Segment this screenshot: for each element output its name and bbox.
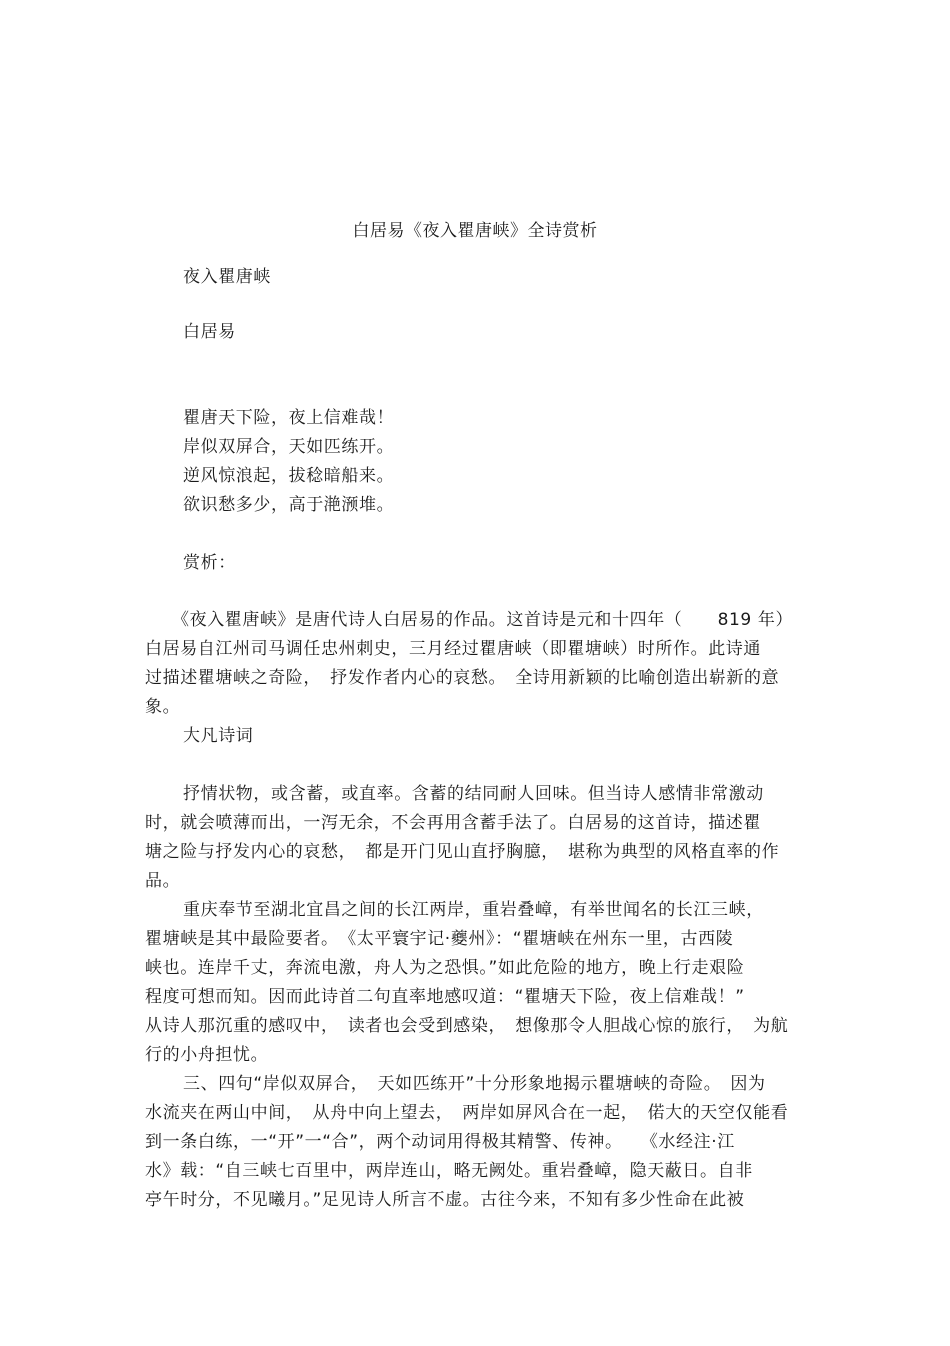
paragraph-line: 三、四句“岸似双屏合， 天如匹练开”十分形象地揭示瞿塘峡的奇险。 因为 — [183, 1074, 766, 1094]
paragraph-line: 象。 — [145, 697, 181, 717]
paragraph-line: 从诗人那沉重的感叹中， 读者也会受到感染， 想像那令人胆战心惊的旅行， 为航 — [145, 1016, 789, 1036]
paragraph-line: 峡也。连岸千丈，奔流电激，舟人为之恐惧。”如此危险的地方，晚上行走艰险 — [145, 958, 745, 978]
paragraph-line: 水》载：“自三峡七百里中，两岸连山，略无阙处。重岩叠嶂，隐天蔽日。自非 — [145, 1161, 753, 1181]
paragraph-line: 行的小舟担忧。 — [145, 1045, 269, 1065]
paragraph-line: 塘之险与抒发内心的哀愁， 都是开门见山直抒胸臆， 堪称为典型的风格直率的作 — [145, 842, 780, 862]
paragraph-line: 水流夹在两山中间， 从舟中向上望去， 两岸如屏风合在一起， 偌大的天空仅能看 — [145, 1103, 789, 1123]
paragraph-line: 瞿塘峡是其中最险要者。 《太平寰宇记·夔州》：“瞿塘峡在州东一里，古西陵 — [145, 929, 734, 949]
poem-line: 逆风惊浪起，拔稔暗船来。 — [183, 466, 395, 486]
paragraph-line: 大凡诗词 — [183, 726, 254, 746]
paragraph-line: 亭午时分，不见曦月。”足见诗人所言不虚。古往今来，不知有多少性命在此被 — [145, 1190, 745, 1210]
paragraph-line: 到一条白练，一“开”一“合”，两个动词用得极其精警、传神。 《水经注·江 — [145, 1132, 735, 1152]
document-title: 白居易《夜入瞿唐峡》全诗赏析 — [352, 221, 598, 241]
paragraph-line: 抒情状物，或含蓄，或直率。含蓄的结同耐人回味。但当诗人感情非常激动 — [183, 784, 764, 804]
paragraph-line: 白居易自江州司马调任忠州刺史，三月经过瞿唐峡（即瞿塘峡）时所作。此诗通 — [145, 639, 761, 659]
paragraph-line: 过描述瞿塘峡之奇险， 抒发作者内心的哀愁。 全诗用新颖的比喻创造出崭新的意 — [145, 668, 780, 688]
analysis-heading: 赏析： — [183, 553, 236, 573]
poem-line: 欲识愁多少，高于滟滪堆。 — [183, 495, 395, 515]
paragraph-line: 重庆奉节至湖北宜昌之间的长江两岸，重岩叠嶂，有举世闻名的长江三峡， — [183, 900, 764, 920]
paragraph-line: 《夜入瞿唐峡》是唐代诗人白居易的作品。这首诗是元和十四年（ 819 年） — [172, 610, 794, 630]
poem-line: 岸似双屏合，天如匹练开。 — [183, 437, 395, 457]
poem-title: 夜入瞿唐峡 — [183, 267, 271, 287]
paragraph-line: 程度可想而知。因而此诗首二句直率地感叹道：“瞿塘天下险，夜上信难哉！” — [145, 987, 745, 1007]
paragraph-line: 时，就会喷薄而出，一泻无余，不会再用含蓄手法了。白居易的这首诗，描述瞿 — [145, 813, 761, 833]
paragraph-line: 品。 — [145, 871, 181, 891]
poem-line: 瞿唐天下险，夜上信难哉！ — [183, 408, 395, 428]
poem-author: 白居易 — [183, 322, 236, 342]
